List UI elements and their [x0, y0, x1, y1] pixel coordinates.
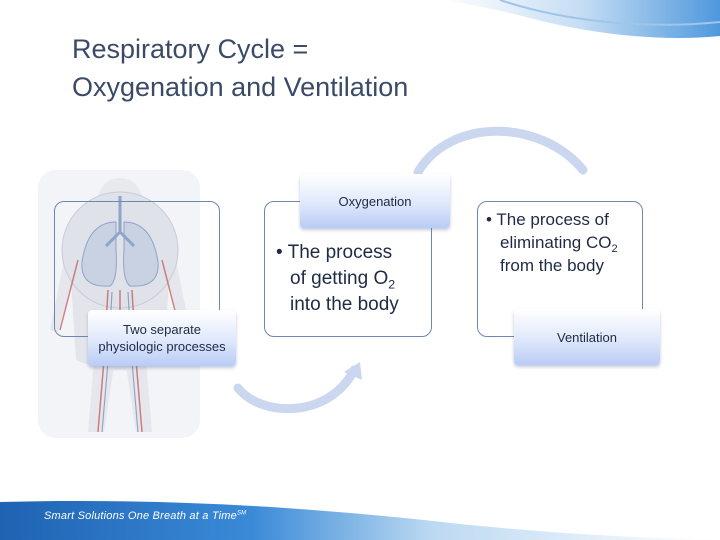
two-processes-line1: Two separate	[122, 322, 202, 337]
oxygenation-label	[300, 174, 450, 228]
footer-trademark: SM	[236, 510, 247, 517]
ventilation-line1: • The process of	[486, 210, 609, 229]
oxygenation-bullet: •	[276, 242, 283, 263]
ventilation-label-text: Ventilation	[557, 329, 617, 345]
slide-title-line1: Respiratory Cycle =	[72, 34, 309, 64]
oxygenation-line3: into the body	[290, 294, 399, 315]
ventilation-line3: from the body	[500, 256, 604, 275]
oxygenation-description	[276, 240, 436, 318]
oxygenation-line1: • The process	[276, 242, 393, 263]
ventilation-description	[486, 208, 646, 277]
ventilation-bullet: •	[486, 210, 492, 229]
two-processes-label	[88, 310, 236, 366]
slide-title-line2: Oxygenation and Ventilation	[72, 72, 409, 102]
two-processes-line2: physiologic processes	[98, 339, 226, 354]
ventilation-label	[514, 309, 660, 365]
oxygenation-line2: of getting $O_2$	[290, 268, 396, 292]
footer-tagline: Smart Solutions One Breath at a Time℠	[44, 510, 247, 522]
cycle-arrow-top	[418, 131, 583, 172]
ventilation-line2: eliminating $CO_2$	[500, 233, 618, 255]
oxygenation-label-text: Oxygenation	[338, 193, 412, 209]
cycle-arrow-bottom	[238, 370, 354, 409]
